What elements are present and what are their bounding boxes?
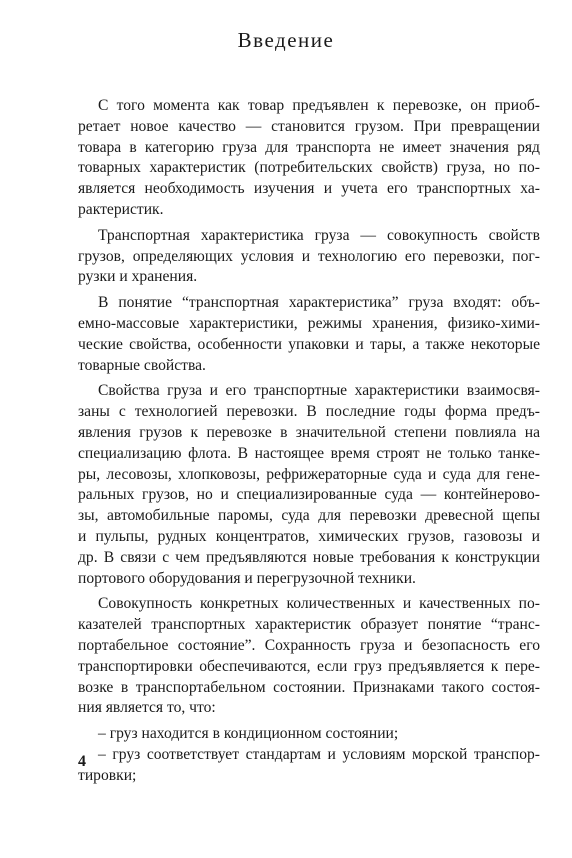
text-line: специализацию флота. В настоящее время строят не только танке-: [78, 444, 540, 462]
paragraph: [78, 745, 540, 787]
paragraph: [78, 226, 540, 288]
page-title: Введение: [237, 28, 335, 52]
text-line: ретает новое качество — становится грузом. При превращении: [78, 117, 540, 135]
text-line: Транспортная характеристика груза — совокупность свойств: [98, 226, 540, 244]
text-line: тировки;: [78, 766, 137, 784]
paragraph: [78, 96, 540, 221]
text-line: Совокупность конкретных количественных и качественных по-: [98, 595, 540, 613]
text-line: заны с технологией перевозки. В последние годы форма предъ-: [78, 403, 540, 421]
text-line: портабельное состояние”. Сохранность груза и безопасность его: [78, 636, 540, 654]
paragraph: [78, 594, 540, 719]
text-line: емно-массовые характеристики, режимы хранения, физико-хими-: [78, 314, 540, 332]
text-line: В понятие “транспортная характеристика” груза входят: объ-: [98, 294, 540, 312]
body-text: [78, 96, 540, 787]
text-line: ческие свойства, особенности упаковки и тары, а также некоторые: [78, 335, 540, 353]
text-line: рактеристик.: [78, 200, 164, 218]
text-line: портового оборудования и перегрузочной техники.: [78, 569, 416, 587]
text-line: ры, лесовозы, хлопковозы, рефрижераторные суда и суда для гене-: [78, 465, 540, 483]
text-line: и пульпы, рудных концентратов, химических грузов, газовозы и: [78, 527, 540, 545]
text-line: – груз соответствует стандартам и условиям морской транспор-: [98, 745, 540, 763]
text-line: Свойства груза и его транспортные характеристики взаимосвя-: [98, 382, 540, 400]
text-line: явления грузов к перевозке в значительной степени повлияла на: [78, 423, 540, 441]
page-number: 4: [78, 753, 86, 770]
text-line: ния является то, что:: [78, 699, 216, 717]
text-line: товарные свойства.: [78, 356, 206, 374]
paragraph: [78, 724, 540, 745]
text-line: транспортировки обеспечиваются, если груз предъявляется к пере-: [78, 657, 540, 675]
text-line: рузки и хранения.: [78, 268, 198, 286]
text-line: – груз находится в кондиционном состоянии;: [98, 725, 399, 743]
text-line: др. В связи с чем предъявляются новые требования к конструкции: [78, 548, 540, 566]
text-line: грузов, определяющих условия и технологию его перевозки, пог-: [78, 247, 540, 265]
text-line: зы, автомобильные паромы, суда для перевозки древесной щепы: [78, 507, 540, 525]
text-line: казателей транспортных характеристик образует понятие “транс-: [78, 616, 540, 634]
paragraph: [78, 293, 540, 376]
text-line: С того момента как товар предъявлен к перевозке, он приоб-: [98, 97, 540, 114]
text-line: товара в категорию груза для транспорта не имеет значения ряд: [78, 138, 540, 156]
text-line: является необходимость изучения и учета его транспортных ха-: [78, 180, 540, 198]
text-line: возке в транспортабельном состоянии. Признаками такого состоя-: [78, 678, 540, 696]
text-line: товарных характеристик (потребительских свойств) груза, но по-: [78, 159, 540, 177]
text-line: ральных грузов, но и специализированные суда — контейнерово-: [78, 486, 540, 504]
paragraph: [78, 381, 540, 589]
